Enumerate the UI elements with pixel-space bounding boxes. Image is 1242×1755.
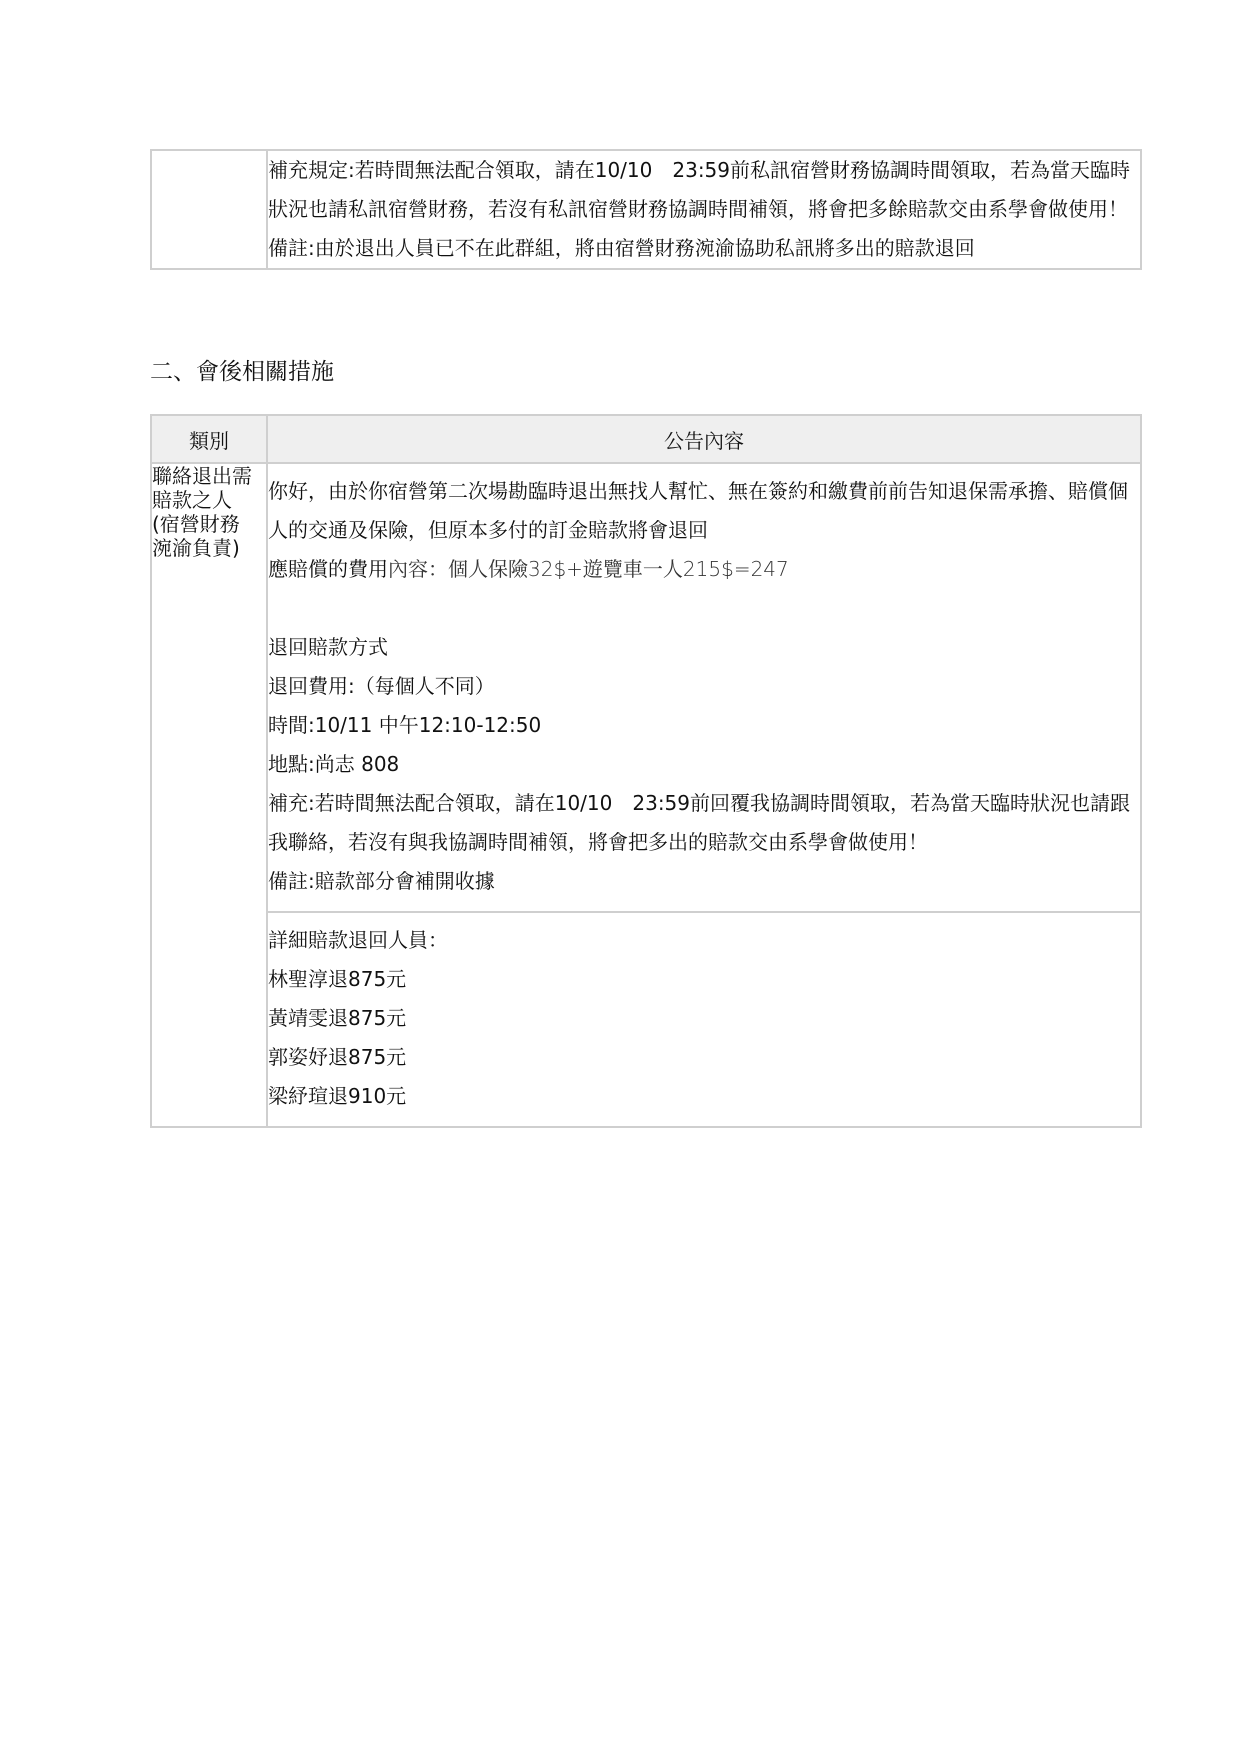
list-item: 黃靖雯退875元 bbox=[268, 1006, 407, 1030]
table-header-row bbox=[151, 415, 1141, 463]
time-text: 時間:10/11 中午12:10-12:50 bbox=[268, 713, 542, 737]
header-category: 類別 bbox=[151, 415, 267, 463]
refund-people-cell bbox=[267, 912, 1141, 1127]
list-item: 林聖淳退875元 bbox=[268, 967, 407, 991]
category-cell-empty bbox=[151, 150, 267, 269]
category-responsible: (宿營財務 涴渝負責) bbox=[152, 512, 240, 560]
list-item: 梁紓瑄退910元 bbox=[268, 1084, 407, 1108]
table-row bbox=[151, 150, 1141, 269]
header-content: 公告內容 bbox=[267, 415, 1141, 463]
fee-detail: 內容：個人保險32$+遊覽車一人215$=247 bbox=[388, 557, 789, 581]
note-text: 備註:由於退出人員已不在此群組，將由宿營財務涴渝協助私訊將多出的賠款退回 bbox=[268, 236, 975, 260]
announcement-cell bbox=[267, 463, 1141, 912]
table-row bbox=[151, 912, 1141, 1127]
refund-method-text: 退回賠款方式 bbox=[268, 635, 388, 659]
top-table bbox=[150, 149, 1142, 270]
intro-text: 你好，由於你宿營第二次場勘臨時退出無找人幫忙、無在簽約和繳費前前告知退保需承擔、賠償個人的交通及保險，但原本多付的訂金賠款將會退回 bbox=[268, 479, 1128, 542]
table-row bbox=[151, 463, 1141, 912]
measures-table bbox=[150, 414, 1142, 1128]
refund-people-title: 詳細賠款退回人員： bbox=[268, 928, 448, 952]
place-text: 地點:尚志 808 bbox=[268, 752, 400, 776]
supplement-rule-text: 補充規定:若時間無法配合領取，請在10/10 23:59前私訊宿營財務協調時間領取，若為當天臨時狀況也請私訊宿營財務，若沒有私訊宿營財務協調時間補領，將會把多餘賠款交由系學會做使用！ bbox=[268, 158, 1131, 221]
list-item: 郭姿妤退875元 bbox=[268, 1045, 407, 1069]
category-text: 聯絡退出需賠款之人 bbox=[152, 464, 252, 512]
note-text: 備註:賠款部分會補開收據 bbox=[268, 869, 495, 893]
fee-label: 應賠償的費用 bbox=[268, 557, 388, 581]
blank-line bbox=[268, 589, 1140, 628]
supplement-text: 補充:若時間無法配合領取，請在10/10 23:59前回覆我協調時間領取，若為當天臨時狀況也請跟我聯絡，若沒有與我協調時間補領，將會把多出的賠款交由系學會做使用！ bbox=[268, 791, 1131, 854]
category-cell bbox=[151, 463, 267, 1127]
refund-fee-text: 退回費用:（每個人不同） bbox=[268, 674, 495, 698]
fee-line bbox=[268, 550, 1140, 589]
section-heading: 二、會後相關措施 bbox=[150, 359, 334, 385]
content-cell bbox=[267, 150, 1141, 269]
